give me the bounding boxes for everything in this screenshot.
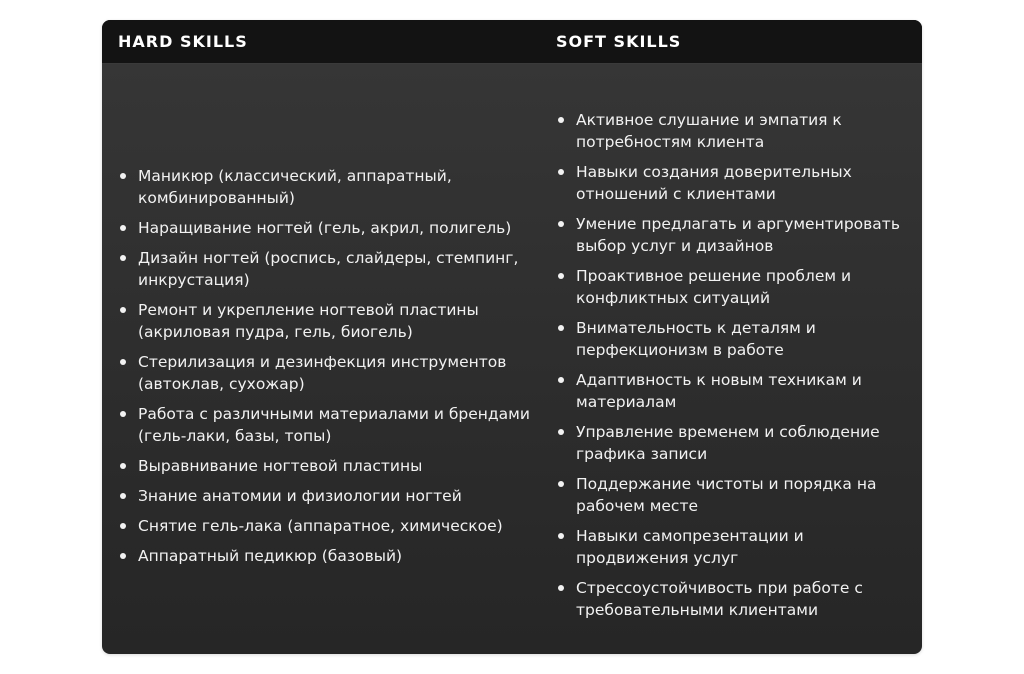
soft-skill-item: Навыки создания доверительных отношений с клиентами <box>556 161 902 205</box>
table-body <box>102 64 922 654</box>
hard-skill-item: Работа с различными материалами и брендами (гель-лаки, базы, топы) <box>118 403 530 447</box>
soft-skill-item: Адаптивность к новым техникам и материалам <box>556 369 902 413</box>
soft-skill-item: Умение предлагать и аргументировать выбор услуг и дизайнов <box>556 213 902 257</box>
hard-skill-item: Маникюр (классический, аппаратный, комбинированный) <box>118 165 530 209</box>
hard-skills-heading: HARD SKILLS <box>118 32 248 51</box>
soft-skills-list <box>556 109 902 621</box>
hard-skill-item: Дизайн ногтей (роспись, слайдеры, стемпинг, инкрустация) <box>118 247 530 291</box>
soft-skills-heading: SOFT SKILLS <box>556 32 682 51</box>
soft-skill-item: Управление временем и соблюдение графика записи <box>556 421 902 465</box>
soft-skill-item: Внимательность к деталям и перфекционизм в работе <box>556 317 902 361</box>
hard-skill-item: Знание анатомии и физиологии ногтей <box>118 485 530 507</box>
hard-skill-item: Снятие гель-лака (аппаратное, химическое) <box>118 515 530 537</box>
table-header <box>102 20 922 64</box>
hard-skill-item: Ремонт и укрепление ногтевой пластины (акриловая пудра, гель, биогель) <box>118 299 530 343</box>
hard-skills-column <box>102 64 540 654</box>
soft-skill-item: Навыки самопрезентации и продвижения услуг <box>556 525 902 569</box>
soft-skill-item: Стрессоустойчивость при работе с требовательными клиентами <box>556 577 902 621</box>
soft-skill-item: Проактивное решение проблем и конфликтных ситуаций <box>556 265 902 309</box>
hard-skills-list <box>118 165 530 567</box>
hard-skill-item: Стерилизация и дезинфекция инструментов (автоклав, сухожар) <box>118 351 530 395</box>
soft-skill-item: Активное слушание и эмпатия к потребностям клиента <box>556 109 902 153</box>
soft-skills-column <box>540 64 922 654</box>
hard-skill-item: Выравнивание ногтевой пластины <box>118 455 530 477</box>
hard-skill-item: Наращивание ногтей (гель, акрил, полигель) <box>118 217 530 239</box>
hard-skill-item: Аппаратный педикюр (базовый) <box>118 545 530 567</box>
soft-skill-item: Поддержание чистоты и порядка на рабочем месте <box>556 473 902 517</box>
skills-table <box>102 20 922 654</box>
